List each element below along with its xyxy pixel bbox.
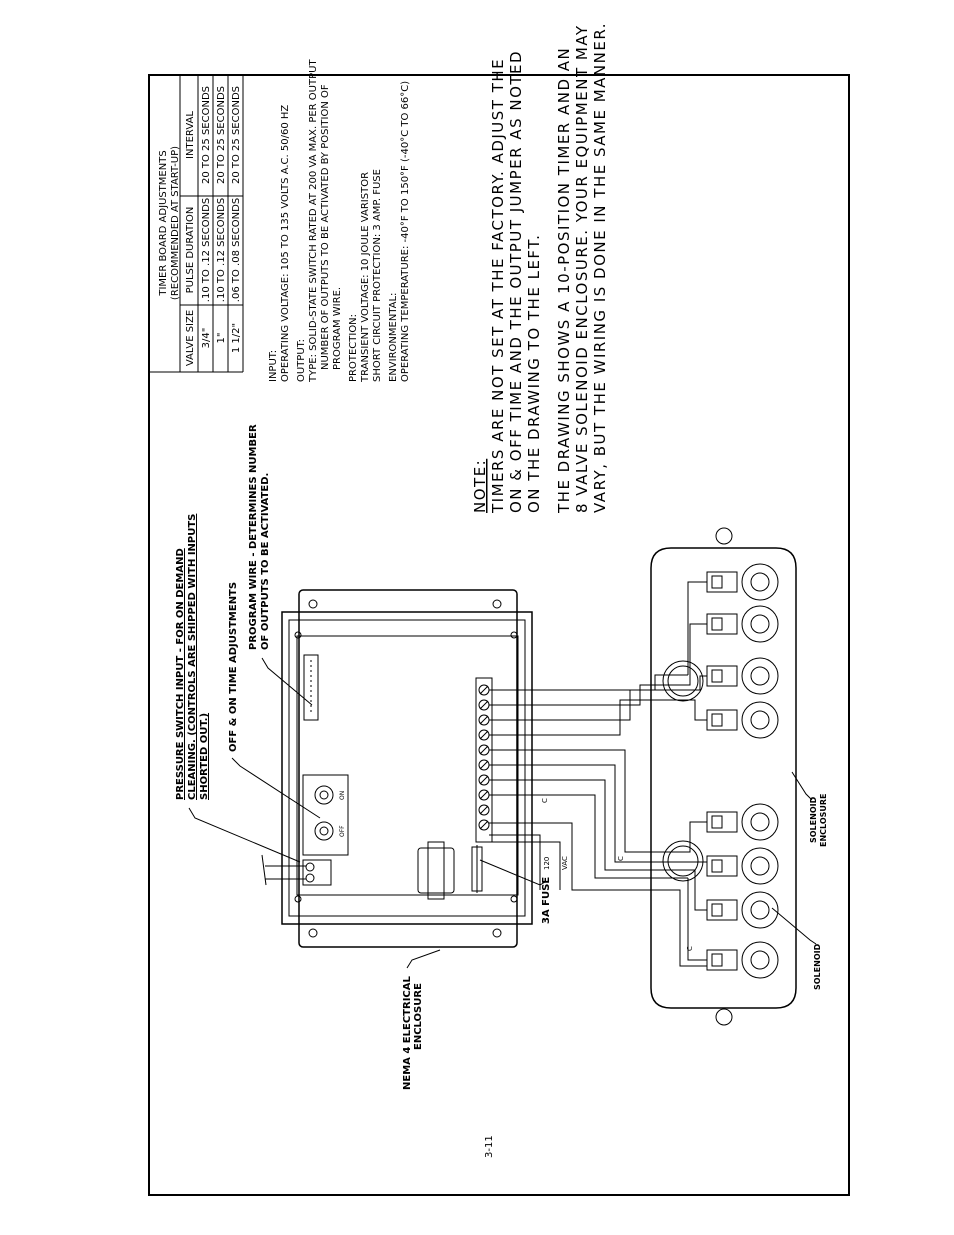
solenoid-valves [707, 564, 778, 978]
dial-on-knob [315, 786, 333, 804]
conduit-fitting-lower [663, 841, 703, 881]
label-common-3: C [686, 946, 694, 951]
callout-pressure-2: CLEANING. (CONTROLS ARE SHIPPED WITH INPUTS [187, 513, 198, 800]
note-line-1: TIMERS ARE NOT SET AT THE FACTORY. ADJUST THE [489, 57, 507, 513]
leader-fuse [480, 860, 545, 885]
spec-protection-line1: TRANSIENT VOLTAGE: 10 JOULE VARISTOR [360, 171, 371, 382]
leader-solenoid [772, 908, 816, 944]
dial-off-knob [315, 822, 333, 840]
callout-solenoid-enclosure-1: SOLENOID [809, 796, 818, 843]
transformer-icon [418, 848, 454, 893]
callout-off-on: OFF & ON TIME ADJUSTMENTS [228, 581, 239, 752]
solenoid-enclosure [630, 528, 796, 1025]
electrical-enclosure [262, 590, 532, 947]
label-common-2: C [617, 856, 625, 861]
header-valve-size: VALVE SIZE [185, 309, 196, 367]
row3-pulse: .06 TO .08 SECONDS [231, 197, 242, 303]
timer-adjustment-table [149, 75, 243, 372]
spec-input-line: OPERATING VOLTAGE: 105 TO 135 VOLTS A.C. 50/60 HZ [280, 104, 291, 382]
spec-output-line3: PROGRAM WIRE. [332, 286, 343, 370]
note-para2-1: THE DRAWING SHOWS A 10-POSITION TIMER AND AN [555, 46, 573, 513]
row2-interval: 20 TO 25 SECONDS [216, 85, 227, 185]
row1-pulse: .10 TO .12 SECONDS [201, 197, 212, 303]
note-para2-3: VARY, BUT THE WIRING IS DONE IN THE SAME MANNER. [591, 22, 609, 513]
terminal-strip [476, 678, 492, 842]
table-title-2: (RECOMMENDED AT START-UP) [170, 145, 181, 301]
callout-solenoid: SOLENOID [813, 943, 822, 990]
callout-program-2: OF OUTPUTS TO BE ACTIVATED. [260, 472, 271, 650]
note-para2-2: 8 VALVE SOLENOID ENCLOSURE. YOUR EQUIPMENT MAY [573, 24, 591, 513]
spec-output-line1: TYPE: SOLID-STATE SWITCH RATED AT 200 VA MAX. PER OUTPUT [308, 59, 319, 382]
spec-output-line2: NUMBER OF OUTPUTS TO BE ACTIVATED BY POSITION OF [320, 84, 331, 370]
wiring [489, 675, 688, 890]
spec-env-head: ENVIRONMENTAL: [388, 292, 399, 382]
note-line-3: ON THE DRAWING TO THE LEFT. [525, 233, 543, 513]
header-interval: INTERVAL [185, 111, 196, 159]
note-line-2: ON & OFF TIME AND THE OUTPUT JUMPER AS NOTED [507, 49, 525, 513]
callout-nema-2: ENCLOSURE [413, 983, 424, 1050]
spec-protection-head: PROTECTION: [348, 313, 359, 382]
note-head: NOTE: [471, 458, 489, 513]
leader-nema [407, 950, 440, 968]
conduit-fitting-upper [663, 661, 703, 701]
off-on-dials [303, 775, 348, 855]
timer-board [297, 636, 518, 895]
callout-nema-1: NEMA 4 ELECTRICAL [402, 976, 413, 1090]
row1-interval: 20 TO 25 SECONDS [201, 85, 212, 185]
label-120: 120 [543, 856, 551, 870]
solenoid-wiring [630, 582, 707, 966]
table-title-1: TIMER BOARD ADJUSTMENTS [158, 150, 169, 296]
callouts [175, 424, 828, 1090]
dial-on-label: ON [339, 790, 346, 800]
row1-size: 3/4" [201, 327, 212, 349]
dial-off-label: OFF [339, 825, 346, 837]
row2-pulse: .10 TO .12 SECONDS [216, 197, 227, 303]
spec-protection-line2: SHORT CIRCUIT PROTECTION: 3 AMP. FUSE [372, 169, 383, 382]
callout-pressure-1: PRESSURE SWITCH INPUT - FOR ON DEMAND [175, 548, 186, 800]
page-number: 3-11 [484, 1135, 495, 1158]
specifications [268, 59, 411, 383]
leader-solenoid-enclosure [792, 772, 812, 800]
note-block [471, 22, 609, 514]
callout-3a-fuse: 3A FUSE [541, 876, 552, 924]
callout-program-1: PROGRAM WIRE - DETERMINES NUMBER [248, 424, 259, 650]
spec-env-line: OPERATING TEMPERATURE: -40°F TO 150°F (-40°C TO 66°C) [400, 80, 411, 382]
spec-output-head: OUTPUT: [296, 338, 307, 382]
callout-solenoid-enclosure-2: ENCLOSURE [819, 793, 828, 847]
callout-pressure-3: SHORTED OUT.) [199, 712, 210, 800]
row3-size: 1 1/2" [231, 322, 242, 354]
row3-interval: 20 TO 25 SECONDS [231, 85, 242, 185]
spec-input-head: INPUT: [268, 349, 279, 382]
row2-size: 1" [216, 332, 227, 344]
leader-off-on [232, 758, 320, 818]
leader-pressure [189, 808, 300, 862]
label-common-1: C [541, 798, 549, 803]
label-vac: VAC [561, 856, 569, 870]
header-pulse-duration: PULSE DURATION [185, 206, 196, 294]
